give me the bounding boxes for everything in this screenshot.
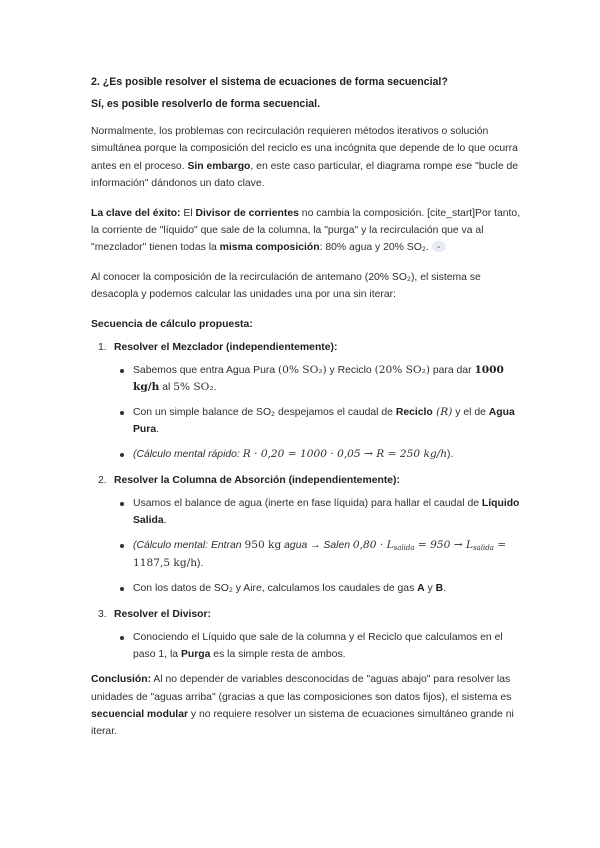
text: Sabemos que entra Agua Pura bbox=[133, 364, 278, 376]
math: (R) bbox=[432, 406, 453, 419]
math-subscript: salida bbox=[393, 544, 415, 553]
text-bold: Líquido Salida bbox=[133, 497, 520, 526]
text: Con los datos de SO₂ y Aire, calculamos los caudales de gas bbox=[133, 583, 418, 595]
key-text-2: no cambia la composición. [cite_start]Por tanto, la corriente de "líquido" que sale de la columna, la "purga" y la recirculación que va al "mezclador" tienen todas la bbox=[91, 207, 521, 254]
text-bold: A bbox=[417, 583, 425, 595]
step-3 bbox=[91, 606, 523, 663]
math: = 950 → L bbox=[414, 539, 474, 552]
math: R · 0,20 = 1000 · 0,05 → R = 250 kg/h bbox=[242, 448, 448, 461]
text-bold: B bbox=[435, 583, 444, 595]
conclusion-bold: secuencial modular bbox=[91, 708, 189, 720]
text: . bbox=[163, 514, 167, 526]
step-2-number: 2. bbox=[98, 474, 107, 486]
key-text-1: El bbox=[180, 207, 196, 219]
text-italic: (Cálculo mental rápido: bbox=[133, 449, 243, 461]
conclusion-text-1: Al no depender de variables desconocidas de "aguas abajo" para resolver las unidades de "aguas arriba" (gracias a que las composiciones son datos fijos), el sistema es bbox=[91, 674, 512, 703]
bullet-icon bbox=[120, 636, 124, 640]
step-3-number: 3. bbox=[98, 608, 107, 620]
step-1 bbox=[91, 339, 523, 464]
text: . bbox=[213, 381, 217, 393]
bullet-icon bbox=[120, 411, 124, 415]
step-2 bbox=[91, 472, 523, 598]
key-label: La clave del éxito: bbox=[91, 207, 181, 219]
text: . bbox=[443, 583, 447, 595]
key-bold-1: Divisor de corrientes bbox=[195, 207, 299, 219]
math: (0% SO₂) bbox=[278, 363, 327, 376]
bullet-icon bbox=[120, 587, 124, 591]
intro-bold: Sin embargo bbox=[187, 160, 251, 172]
sequence-title: Secuencia de cálculo propuesta: bbox=[91, 318, 253, 330]
conclusion-text-2: y no requiere resolver un sistema de ecuaciones simultáneo grande ni iterar. bbox=[91, 708, 514, 738]
step-1-title: Resolver el Mezclador (independientemente): bbox=[114, 341, 338, 353]
step-2-bullets bbox=[91, 495, 523, 598]
math: 1000 kg/h bbox=[133, 363, 504, 393]
key-text-3: : 80% agua y 20% SO₂. bbox=[319, 242, 429, 254]
bullet-icon bbox=[120, 544, 124, 548]
conclusion-paragraph bbox=[91, 671, 523, 741]
text: Conociendo el Líquido que sale de la columna y el Reciclo que calculamos en el paso 1, la bbox=[133, 631, 503, 660]
question-heading: 2. ¿Es posible resolver el sistema de ecuaciones de forma secuencial? bbox=[91, 76, 448, 88]
text-bold: Purga bbox=[180, 648, 211, 660]
list-item bbox=[91, 580, 523, 597]
text-italic: agua → Salen bbox=[281, 540, 353, 552]
text: ). bbox=[447, 449, 454, 461]
step-1-heading bbox=[91, 339, 523, 356]
bullet-icon bbox=[120, 453, 124, 457]
text: para dar bbox=[429, 364, 475, 376]
citation-chip[interactable]: ⌄ bbox=[432, 241, 446, 252]
bullet-icon bbox=[120, 502, 124, 506]
step-1-number: 1. bbox=[98, 341, 107, 353]
step-1-bullets bbox=[91, 362, 523, 464]
math: = 1187,5 kg/h bbox=[133, 539, 507, 570]
conclusion-label: Conclusión: bbox=[91, 674, 152, 686]
decouple-paragraph: Al conocer la composición de la recirculación de antemano (20% SO₂), el sistema se desacopla y podemos calcular las unidades una por una sin iterar: bbox=[91, 271, 481, 301]
math: 950 kg bbox=[244, 539, 282, 552]
math: (20% SO₂) bbox=[374, 363, 430, 376]
key-paragraph bbox=[91, 205, 523, 257]
step-2-title: Resolver la Columna de Absorción (independientemente): bbox=[114, 474, 400, 486]
math: 5% SO₂ bbox=[173, 380, 214, 393]
bullet-icon bbox=[120, 369, 124, 373]
math: 0,80 · L bbox=[352, 539, 394, 552]
text: Con un simple balance de SO₂ despejamos el caudal de bbox=[133, 407, 396, 419]
text-italic: (Cálculo mental: Entran bbox=[133, 540, 245, 552]
text: es la simple resta de ambos. bbox=[210, 648, 346, 660]
step-2-heading bbox=[91, 472, 523, 489]
text: ). bbox=[197, 558, 204, 570]
step-3-heading bbox=[91, 606, 523, 623]
answer-heading: Sí, es posible resolverlo de forma secuencial. bbox=[91, 98, 321, 110]
list-item bbox=[91, 362, 523, 396]
text-bold: Reciclo bbox=[395, 407, 433, 419]
intro-text-1: Normalmente, los problemas con recirculación requieren métodos iterativos o solución simultánea porque la composición del reciclo es una incógnita que depende de lo que ocurra antes en el proceso. bbox=[91, 126, 518, 172]
list-item bbox=[91, 404, 523, 438]
intro-text-2: , en este caso particular, el diagrama rompe ese "bucle de información" dándonos un dato clave. bbox=[91, 160, 519, 190]
step-3-bullets bbox=[91, 629, 523, 663]
list-item bbox=[91, 446, 523, 463]
intro-paragraph bbox=[91, 123, 523, 193]
step-3-title: Resolver el Divisor: bbox=[114, 608, 212, 620]
text: . bbox=[156, 424, 159, 436]
list-item bbox=[91, 629, 523, 663]
text: al bbox=[159, 381, 174, 393]
key-bold-2: misma composición bbox=[219, 242, 320, 254]
text: y bbox=[424, 583, 436, 595]
list-item bbox=[91, 537, 523, 572]
text-bold: Agua Pura bbox=[133, 407, 515, 436]
list-item bbox=[91, 495, 523, 529]
text: y el de bbox=[452, 407, 489, 419]
math-subscript: salida bbox=[473, 544, 494, 553]
text: y Reciclo bbox=[326, 364, 375, 376]
text: Usamos el balance de agua (inerte en fase líquida) para hallar el caudal de bbox=[133, 497, 482, 509]
document-page bbox=[91, 74, 523, 753]
